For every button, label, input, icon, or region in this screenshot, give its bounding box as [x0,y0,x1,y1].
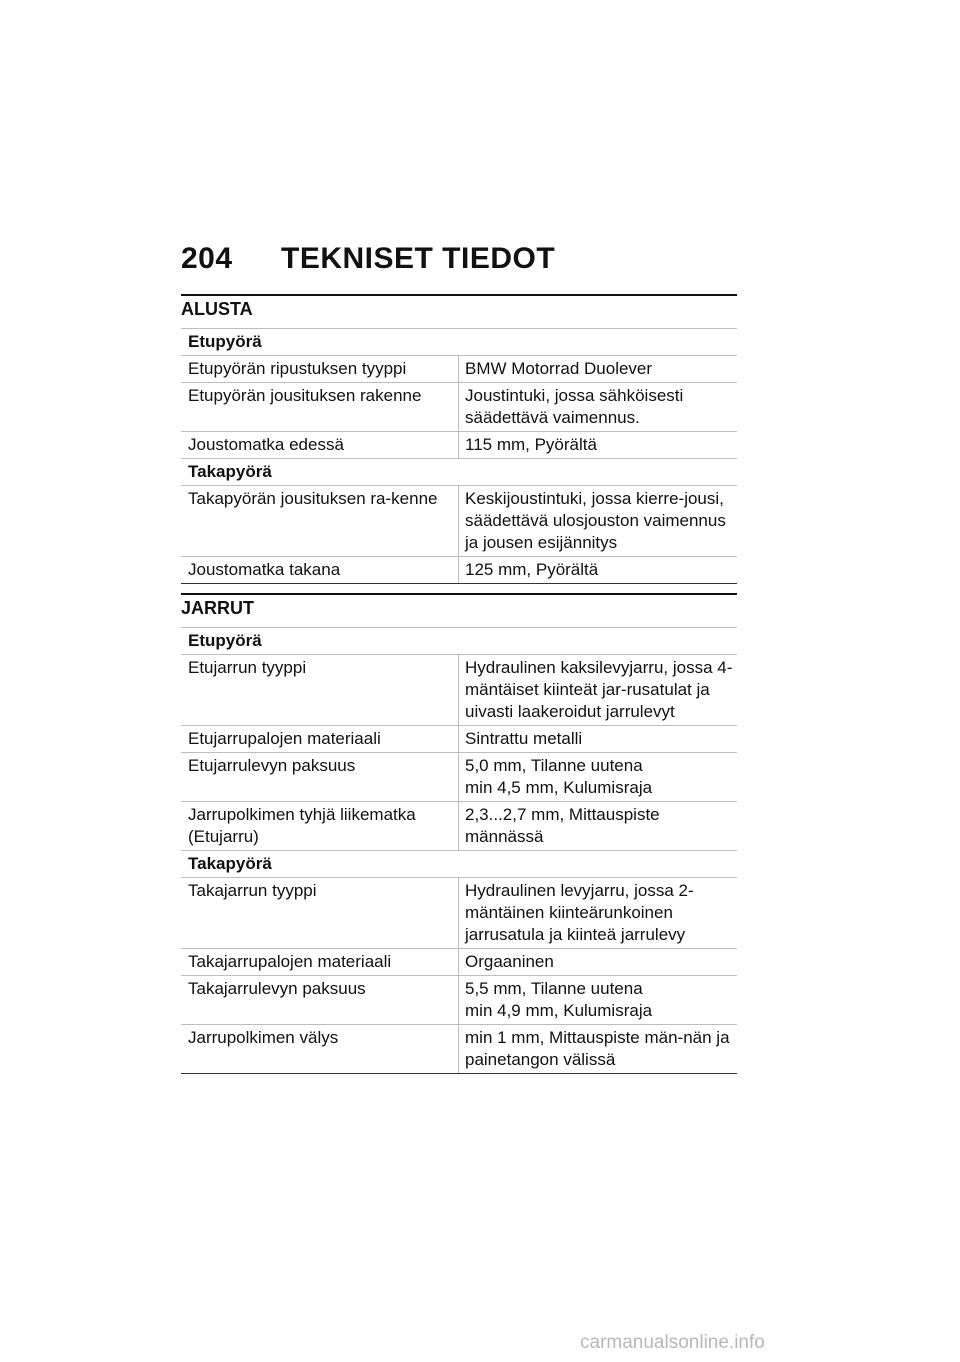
spec-value-line: 5,5 mm, Tilanne uutena [465,979,643,998]
spec-label: Takapyörän jousituksen ra-kenne [181,486,459,557]
table-row [181,878,737,949]
spec-value: 125 mm, Pyörältä [459,557,738,584]
table-row [181,486,737,557]
spec-value-line: 5,0 mm, Tilanne uutena [465,756,643,775]
group-row [181,851,737,878]
spec-label: Jarrupolkimen tyhjä liikematka (Etujarru) [181,802,459,851]
spec-label: Takajarrupalojen materiaali [181,949,459,976]
section-title: ALUSTA [181,294,737,328]
spec-value: Sintrattu metalli [459,726,738,753]
spec-value-line: min 4,5 mm, Kulumisraja [465,778,653,797]
page-number: 204 [181,242,233,275]
group-title: Etupyörä [181,329,737,356]
spec-value [459,753,738,802]
spec-value: Keskijoustintuki, jossa kierre-jousi, säädettävä ulosjouston vaimennus ja jousen esijännitys [459,486,738,557]
spec-label: Joustomatka takana [181,557,459,584]
table-row [181,726,737,753]
page-header [181,242,555,276]
spec-value: 2,3...2,7 mm, Mittauspiste männässä [459,802,738,851]
watermark: carmanualsonline.info [580,1332,765,1353]
group-row [181,329,737,356]
table-row [181,1025,737,1074]
section-title: JARRUT [181,593,737,627]
section-jarrut [181,593,737,1074]
spec-label: Etupyörän ripustuksen tyyppi [181,356,459,383]
spec-value: 115 mm, Pyörältä [459,432,738,459]
page-title: TEKNISET TIEDOT [281,242,556,275]
spec-value-line: min 4,9 mm, Kulumisraja [465,1001,653,1020]
group-title: Takapyörä [181,459,737,486]
spec-value: min 1 mm, Mittauspiste män-nän ja painetangon välissä [459,1025,738,1074]
spec-label: Etujarrupalojen materiaali [181,726,459,753]
spec-label: Takajarrun tyyppi [181,878,459,949]
table-row [181,976,737,1025]
spec-label: Etujarrun tyyppi [181,655,459,726]
spec-value: Joustintuki, jossa sähköisesti säädettävä vaimennus. [459,383,738,432]
table-row [181,383,737,432]
spec-label: Takajarrulevyn paksuus [181,976,459,1025]
group-row [181,628,737,655]
spec-value [459,976,738,1025]
table-row [181,949,737,976]
spec-value: Orgaaninen [459,949,738,976]
spec-table [181,328,737,584]
table-row [181,557,737,584]
table-row [181,655,737,726]
spec-value: Hydraulinen levyjarru, jossa 2-mäntäinen kiinteärunkoinen jarrusatula ja kiinteä jarrulevy [459,878,738,949]
spec-label: Etupyörän jousituksen rakenne [181,383,459,432]
table-row [181,432,737,459]
spec-value: Hydraulinen kaksilevyjarru, jossa 4-mäntäiset kiinteät jar-rusatulat ja uivasti laakeroidut jarrulevyt [459,655,738,726]
spec-label: Jarrupolkimen välys [181,1025,459,1074]
section-alusta [181,294,737,584]
group-title: Takapyörä [181,851,737,878]
spec-label: Joustomatka edessä [181,432,459,459]
table-row [181,753,737,802]
spec-value: BMW Motorrad Duolever [459,356,738,383]
group-row [181,459,737,486]
table-row [181,356,737,383]
spec-label: Etujarrulevyn paksuus [181,753,459,802]
table-row [181,802,737,851]
spec-table [181,627,737,1074]
group-title: Etupyörä [181,628,737,655]
